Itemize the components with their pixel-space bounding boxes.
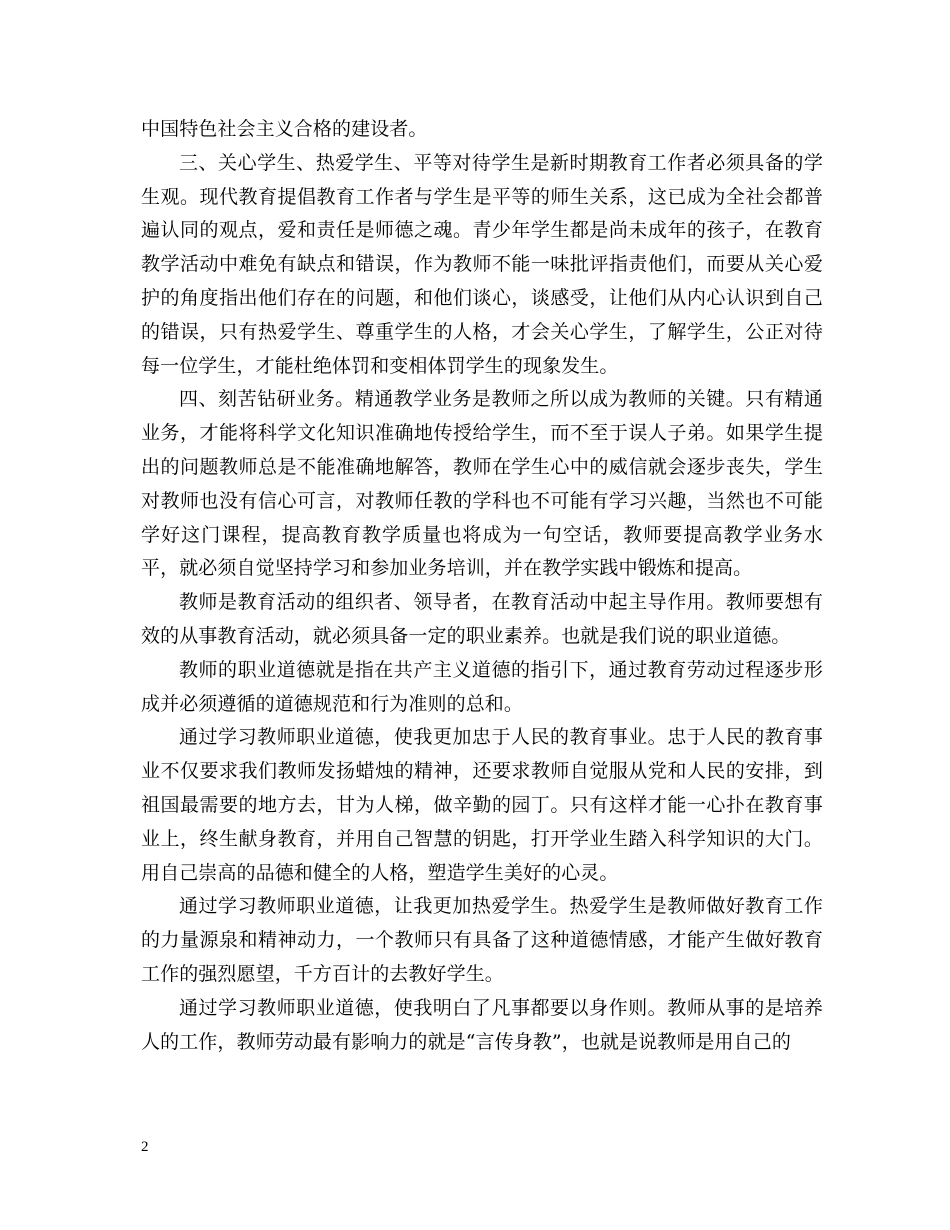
document-body <box>141 113 823 1059</box>
paragraph-7: 通过学习教师职业道德，让我更加热爱学生。热爱学生是教师做好教育工作的力量源泉和精神动力，一个教师只有具备了这种道德情感，才能产生做好教育工作的强烈愿望，千方百计的去教好学生。 <box>141 895 823 985</box>
paragraph-4: 教师是教育活动的组织者、领导者，在教育活动中起主导作用。教师要想有效的从事教育活动，就必须具备一定的职业素养。也就是我们说的职业道德。 <box>141 591 823 647</box>
paragraph-5: 教师的职业道德就是指在共产主义道德的指引下，通过教育劳动过程逐步形成并必须遵循的道德规范和行为准则的总和。 <box>141 658 823 715</box>
paragraph-8: 通过学习教师职业道德，使我明白了凡事都要以身作则。教师从事的是培养人的工作，教师劳动最有影响力的就是“言传身教”，也就是说教师是用自己的 <box>141 996 823 1053</box>
paragraph-2: 三、关心学生、热爱学生、平等对待学生是新时期教育工作者必须具备的学生观。现代教育提倡教育工作者与学生是平等的师生关系，这已成为全社会都普遍认同的观点，爱和责任是师德之魂。青少年学生都是尚未成年的孩子，在教育教学活动中难免有缺点和错误，作为教师不能一味批评指责他们，而要从关心爱护的角度指出他们存在的问题，和他们谈心，谈感受，让他们从内心认识到自己的错误，只有热爱学生、尊重学生的人格，才会关心学生，了解学生，公正对待每一位学生，才能杜绝体罚和变相体罚学生的现象发生。 <box>141 151 823 377</box>
paragraph-6: 通过学习教师职业道德，使我更加忠于人民的教育事业。忠于人民的教育事业不仅要求我们教师发扬蜡烛的精神，还要求教师自觉服从党和人民的安排，到祖国最需要的地方去，甘为人梯，做辛勤的园丁。只有这样才能一心扑在教育事业上，终生献身教育，并用自己智慧的钥匙，打开学业生踏入科学知识的大门。用自己崇高的品德和健全的人格，塑造学生美好的心灵。 <box>141 726 823 884</box>
page-number: 2 <box>141 1139 149 1155</box>
paragraph-1: 中国特色社会主义合格的建设者。 <box>141 118 428 140</box>
paragraph-3: 四、刻苦钻研业务。精通教学业务是教师之所以成为教师的关键。只有精通业务，才能将科学文化知识准确地传授给学生，而不至于误人子弟。如果学生提出的问题教师总是不能准确地解答，教师在学生心中的威信就会逐步丧失，学生对教师也没有信心可言，对教师任教的学科也不可能有学习兴趣，当然也不可能学好这门课程，提高教育教学质量也将成为一句空话，教师要提高教学业务水平，就必须自觉坚持学习和参加业务培训，并在教学实践中锻炼和提高。 <box>141 388 823 580</box>
